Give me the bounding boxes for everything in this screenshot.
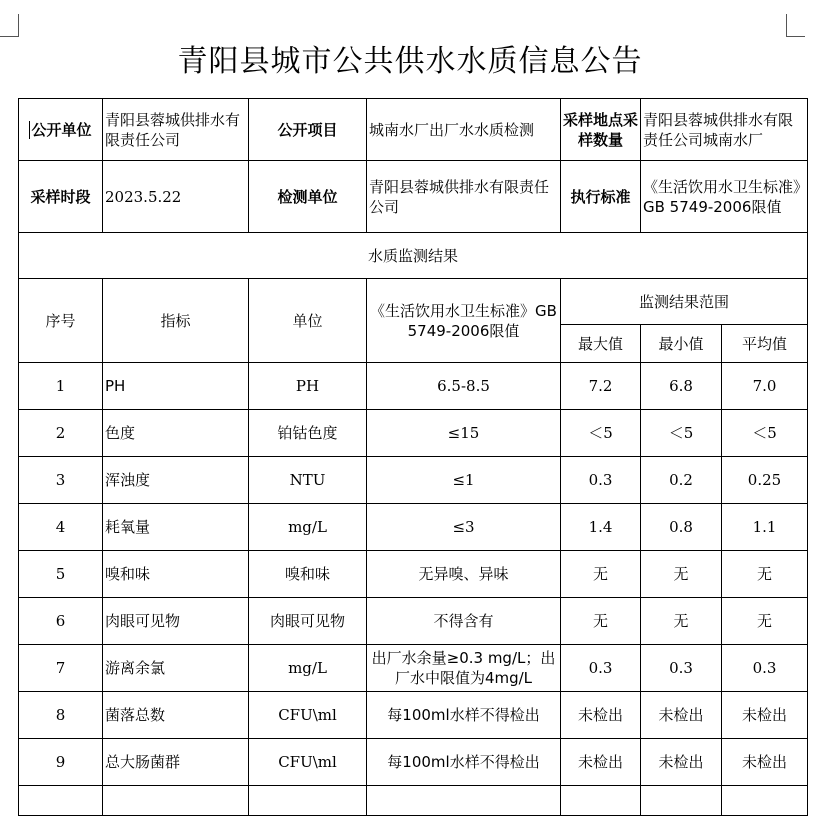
row-limit: ≤15 <box>367 410 561 457</box>
row-unit: PH <box>249 363 367 410</box>
section-row <box>19 233 808 279</box>
row-index: 6 <box>19 598 103 645</box>
row-unit: NTU <box>249 457 367 504</box>
row-avg: 0.3 <box>722 645 808 692</box>
page-title: 青阳县城市公共供水水质信息公告 <box>177 44 643 79</box>
location-value: 青阳县蓉城供排水有限责任公司城南水厂 <box>641 99 808 161</box>
row-unit: CFU\ml <box>249 739 367 786</box>
row-index: 7 <box>19 645 103 692</box>
crop-mark-top-right <box>786 14 805 37</box>
row-min: 0.3 <box>641 645 722 692</box>
table-row <box>19 645 808 692</box>
row-indicator: 色度 <box>103 410 249 457</box>
row-unit: 嗅和味 <box>249 551 367 598</box>
row-limit: 每100ml水样不得检出 <box>367 739 561 786</box>
row-max: 未检出 <box>561 692 641 739</box>
row-max: 0.3 <box>561 457 641 504</box>
crop-mark-top-left <box>0 14 19 37</box>
unit-label-cell <box>19 99 103 161</box>
row-max: ＜5 <box>561 410 641 457</box>
row-indicator: PH <box>103 363 249 410</box>
row-max: 无 <box>561 551 641 598</box>
row-max: 7.2 <box>561 363 641 410</box>
header-max: 最大值 <box>561 325 641 363</box>
row-min: 无 <box>641 551 722 598</box>
header-unit: 单位 <box>249 279 367 363</box>
table-row <box>19 504 808 551</box>
row-unit: mg/L <box>249 504 367 551</box>
row-unit: 铂钴色度 <box>249 410 367 457</box>
row-avg: 1.1 <box>722 504 808 551</box>
row-max: 0.3 <box>561 645 641 692</box>
period-label: 采样时段 <box>19 161 103 233</box>
row-unit: 肉眼可见物 <box>249 598 367 645</box>
row-indicator: 总大肠菌群 <box>103 739 249 786</box>
row-index: 2 <box>19 410 103 457</box>
header-indicator: 指标 <box>103 279 249 363</box>
data-rows <box>19 363 808 786</box>
table-row <box>19 692 808 739</box>
row-avg: 未检出 <box>722 692 808 739</box>
row-indicator: 菌落总数 <box>103 692 249 739</box>
row-limit: 不得含有 <box>367 598 561 645</box>
row-limit: 出厂水余量≥0.3 mg/L；出厂水中限值为4mg/L <box>367 645 561 692</box>
info-row-1 <box>19 99 808 161</box>
next-row-partial <box>19 786 808 816</box>
row-min: 无 <box>641 598 722 645</box>
header-range: 监测结果范围 <box>561 279 808 325</box>
row-indicator: 耗氧量 <box>103 504 249 551</box>
row-max: 未检出 <box>561 739 641 786</box>
row-avg: ＜5 <box>722 410 808 457</box>
row-index: 8 <box>19 692 103 739</box>
row-index: 4 <box>19 504 103 551</box>
period-value: 2023.5.22 <box>103 161 249 233</box>
row-avg: 未检出 <box>722 739 808 786</box>
unit-value: 青阳县蓉城供排水有限责任公司 <box>103 99 249 161</box>
water-quality-table <box>18 98 808 816</box>
row-index: 3 <box>19 457 103 504</box>
row-avg: 7.0 <box>722 363 808 410</box>
row-avg: 0.25 <box>722 457 808 504</box>
location-label: 采样地点采样数量 <box>561 99 641 161</box>
row-min: ＜5 <box>641 410 722 457</box>
standard-label: 执行标准 <box>561 161 641 233</box>
row-unit: CFU\ml <box>249 692 367 739</box>
item-value: 城南水厂出厂水水质检测 <box>367 99 561 161</box>
table-row <box>19 551 808 598</box>
row-min: 0.2 <box>641 457 722 504</box>
standard-value: 《生活饮用水卫生标准》GB 5749-2006限值 <box>641 161 808 233</box>
unit-label: 公开单位 <box>31 120 92 139</box>
header-min: 最小值 <box>641 325 722 363</box>
row-index: 9 <box>19 739 103 786</box>
info-row-2 <box>19 161 808 233</box>
header-row-1 <box>19 279 808 325</box>
row-max: 无 <box>561 598 641 645</box>
row-avg: 无 <box>722 598 808 645</box>
row-limit: 每100ml水样不得检出 <box>367 692 561 739</box>
row-limit: ≤1 <box>367 457 561 504</box>
row-avg: 无 <box>722 551 808 598</box>
row-indicator: 肉眼可见物 <box>103 598 249 645</box>
section-title: 水质监测结果 <box>19 233 808 279</box>
header-index: 序号 <box>19 279 103 363</box>
row-indicator: 游离余氯 <box>103 645 249 692</box>
row-indicator: 嗅和味 <box>103 551 249 598</box>
row-min: 0.8 <box>641 504 722 551</box>
row-min: 6.8 <box>641 363 722 410</box>
row-limit: 无异嗅、异味 <box>367 551 561 598</box>
header-avg: 平均值 <box>722 325 808 363</box>
row-min: 未检出 <box>641 739 722 786</box>
row-limit: 6.5-8.5 <box>367 363 561 410</box>
lab-value: 青阳县蓉城供排水有限责任公司 <box>367 161 561 233</box>
table-row <box>19 363 808 410</box>
table-row <box>19 410 808 457</box>
row-index: 1 <box>19 363 103 410</box>
table-row <box>19 457 808 504</box>
lab-label: 检测单位 <box>249 161 367 233</box>
row-index: 5 <box>19 551 103 598</box>
header-limit: 《生活饮用水卫生标准》GB 5749-2006限值 <box>367 279 561 363</box>
row-indicator: 浑浊度 <box>103 457 249 504</box>
row-max: 1.4 <box>561 504 641 551</box>
row-limit: ≤3 <box>367 504 561 551</box>
table-row <box>19 739 808 786</box>
row-unit: mg/L <box>249 645 367 692</box>
table-row <box>19 598 808 645</box>
row-min: 未检出 <box>641 692 722 739</box>
item-label: 公开项目 <box>249 99 367 161</box>
